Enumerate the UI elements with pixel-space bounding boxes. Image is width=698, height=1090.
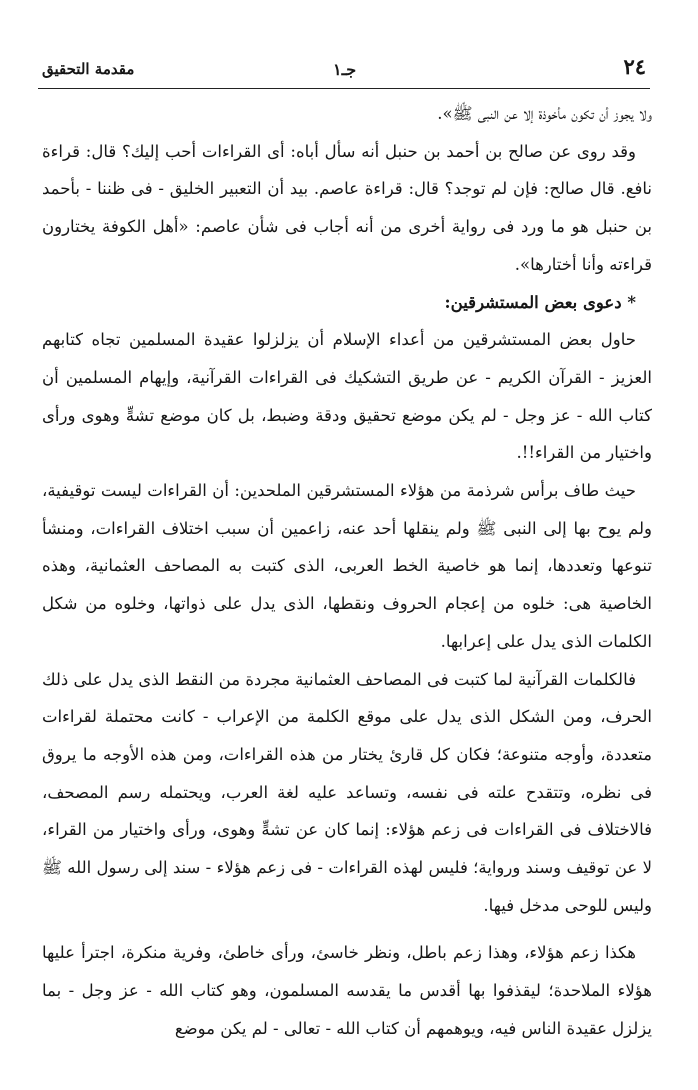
page-number: ٢٤	[623, 54, 646, 79]
paragraph-orientalists: حاول بعض المستشرقين من أعداء الإسلام أن يزلزلوا عقيدة المسلمين تجاه كتابهم العزيز - القرآن الكريم - عن طريق التشكيك فى القراءات القرآنية، وإيهام المسلمين أن كتاب الله - عز وجل - لم يكن موضع تحقيق ودقة وضبط، بل كان موضع تشهٍّ وهوى ورأى واختيار من القراء!!.	[42, 330, 652, 463]
section-title: مقدمة التحقيق	[42, 60, 135, 78]
section-heading: * دعوى بعض المستشرقين:	[444, 292, 636, 312]
paragraph-refutation: هكذا زعم هؤلاء، وهذا زعم باطل، ونظر خاسئ، ورأى خاطئ، وفرية منكرة، اجترأ عليها هؤلاء الملاحدة؛ ليقذفوا بها أقدس ما يقدسه المسلمون، وهو كتاب الله - عز وجل - بما يزلزل عقيدة الناس فيه، ويوهمهم أن كتاب الله - تعالى - لم يكن موضع	[42, 943, 652, 1038]
page-header	[38, 54, 650, 89]
volume-label: جـ١	[333, 60, 357, 79]
paragraph-uthmani-script: فالكلمات القرآنية لما كتبت فى المصاحف العثمانية مجردة من النقط الذى يدل على ذلك الحرف، ومن الشكل الذى يدل على موقع الكلمة من الإعراب - كانت محتملة لقراءات متعددة، وأوجه متنوعة؛ فكان كل قارئ يختار من هذه القراءات، ومن هذه الأوجه ما يروق فى نظره، وتتقدح علته فى نفسه، وتساعد عليه لغة العرب، ويحتمله رسم المصحف، فالاختلاف فى القراءات فى زعم هؤلاء: إنما كان عن تشهٍّ وهوى، ورأى واختيار من القراء، لا عن توقيف وسند ورواية؛ فليس لهذه القراءات - فى زعم هؤلاء - سند إلى رسول الله ﷺ وليس للوحى مدخل فيها.	[42, 669, 653, 915]
body-text	[42, 95, 652, 1048]
paragraph-claim: حيث طاف برأس شرذمة من هؤلاء المستشرقين الملحدين: أن القراءات ليست توقيفية، ولم يوح بها إلى النبى ﷺ ولم ينقلها أحد عنه، زاعمين أن سبب اختلاف القراءات، ومنشأ تنوعها وتعددها، إنما هو خاصية الخط العربى، الذى كتبت به المصاحف العثمانية، وهذه الخاصية هى: خلوه من إعجام الحروف ونقطها، الذى يدل على ذواتها، وخلوه من شكل الكلمات الذى يدل على إعرابها.	[42, 481, 652, 651]
paragraph-quote-end: ولا يجوز أن تكون مأخوذة إلا عن النبى ﷺ».	[437, 104, 652, 123]
paragraph-ibn-hanbal: وقد روى عن صالح بن أحمد بن حنبل أنه سأل أباه: أى القراءات أحب إليك؟ قال: قراءة نافع. قال صالح: فإن لم توجد؟ قال: قراءة عاصم. بيد أن التعبير الخليق - فى ظننا - بأحمد بن حنبل هو ما ورد فى رواية أخرى من أنه أجاب فى شأن عاصم: «أهل الكوفة يختارون قراءته وأنا أختارها».	[42, 141, 652, 274]
